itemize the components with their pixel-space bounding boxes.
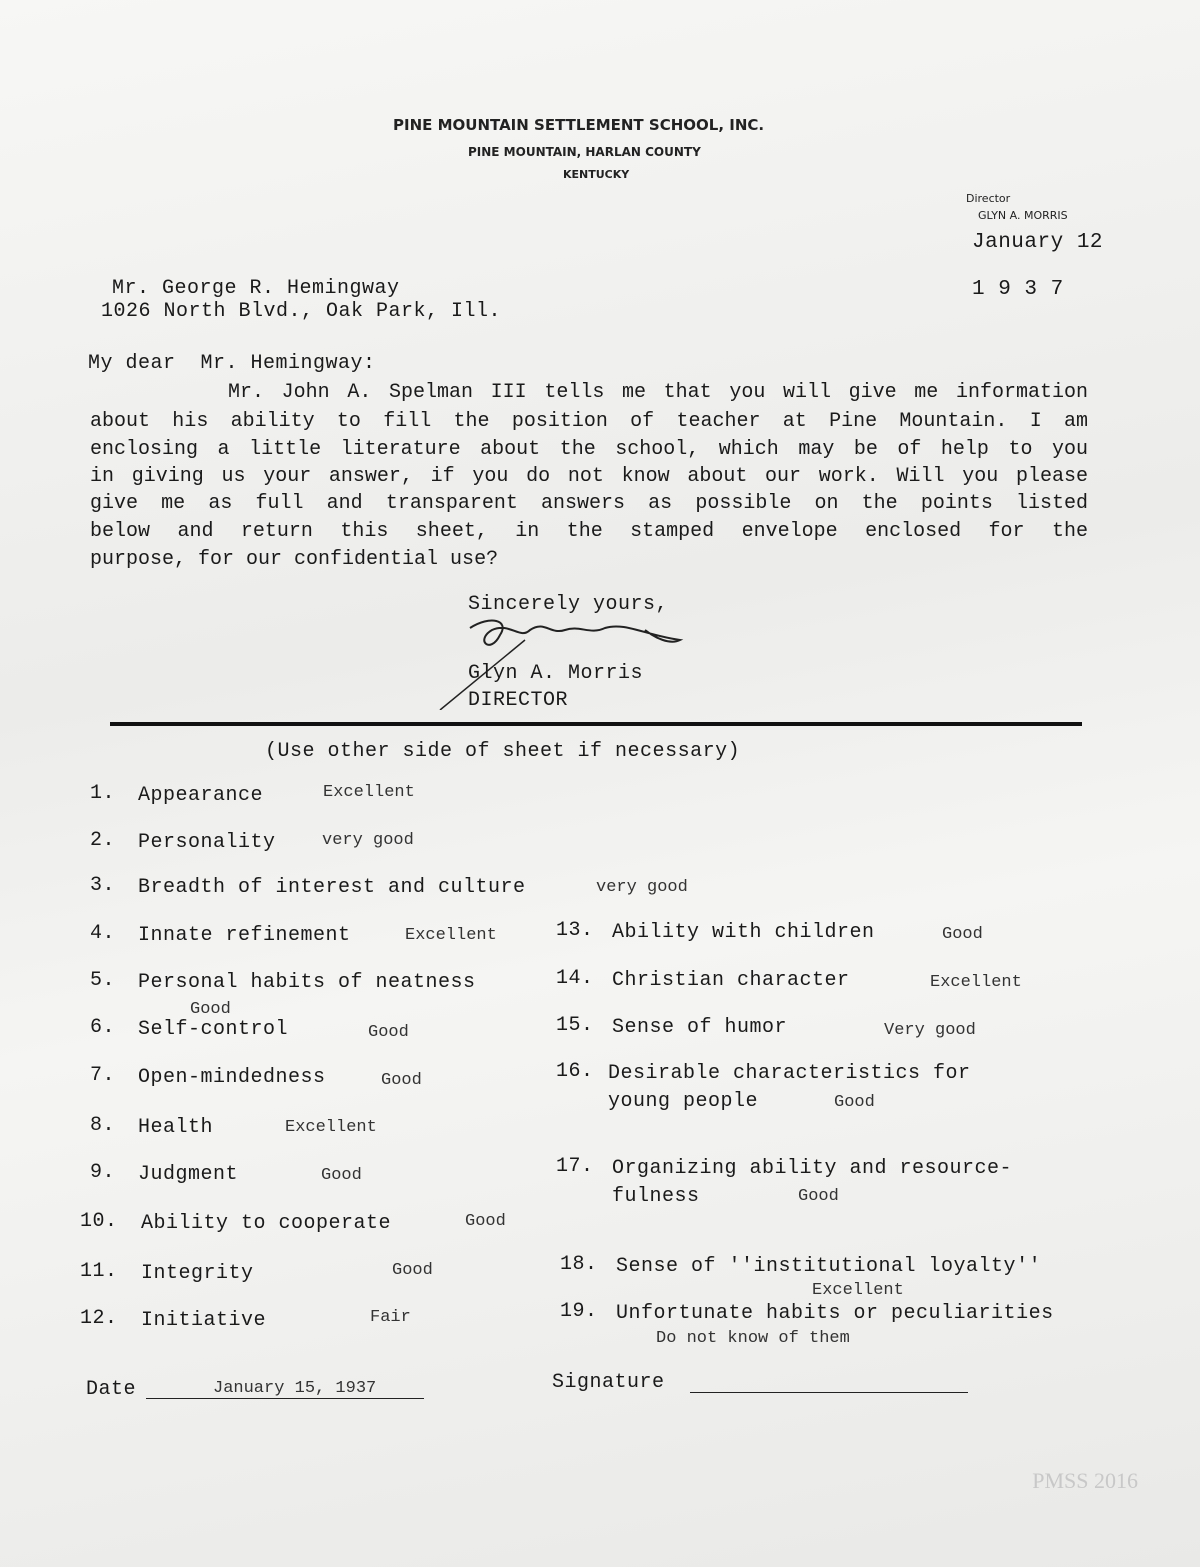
item-number: 14. bbox=[556, 967, 594, 990]
body-line: below and return this sheet, in the stamped envelope enclosed for the bbox=[90, 520, 1088, 543]
signer-title: DIRECTOR bbox=[468, 689, 569, 712]
item-answer: very good bbox=[596, 878, 688, 897]
recipient-name: Mr. George R. Hemingway bbox=[112, 277, 400, 300]
item-answer: Good bbox=[392, 1261, 433, 1280]
letterhead-state: KENTUCKY bbox=[563, 168, 630, 181]
item-number: 1. bbox=[90, 782, 116, 805]
item-number: 2. bbox=[90, 829, 116, 852]
signer-name: Glyn A. Morris bbox=[468, 662, 644, 685]
item-answer: Good bbox=[190, 1000, 231, 1019]
item-label: Personality bbox=[138, 831, 276, 854]
body-line: Mr. John A. Spelman III tells me that you will give me information bbox=[228, 381, 1088, 404]
item-number: 8. bbox=[90, 1114, 116, 1137]
recipient-address: 1026 North Blvd., Oak Park, Ill. bbox=[101, 300, 502, 323]
item-number: 10. bbox=[80, 1210, 118, 1233]
signature-line bbox=[690, 1392, 968, 1393]
instruction: (Use other side of sheet if necessary) bbox=[265, 740, 741, 763]
item-label: Desirable characteristics for young people bbox=[608, 1062, 971, 1113]
item-number: 11. bbox=[80, 1260, 118, 1283]
item-answer: very good bbox=[322, 831, 414, 850]
item-answer: Good bbox=[368, 1023, 409, 1042]
item-label: Ability to cooperate bbox=[141, 1212, 392, 1235]
item-answer: Excellent bbox=[812, 1281, 904, 1300]
letterhead-org: PINE MOUNTAIN SETTLEMENT SCHOOL, INC. bbox=[393, 116, 765, 134]
body-line: give me as full and transparent answers as possible on the points listed bbox=[90, 492, 1088, 515]
body-line: about his ability to fill the position of teacher at Pine Mountain. I am bbox=[90, 410, 1088, 433]
item-number: 15. bbox=[556, 1014, 594, 1037]
body-line: in giving us your answer, if you do not know about our work. Will you please bbox=[90, 465, 1088, 488]
item-label: Open-mindedness bbox=[138, 1066, 326, 1089]
item-label: Judgment bbox=[138, 1163, 239, 1186]
signature-label: Signature bbox=[552, 1371, 665, 1394]
letterhead-location: PINE MOUNTAIN, HARLAN COUNTY bbox=[468, 145, 701, 159]
letter-year: 1 9 3 7 bbox=[972, 278, 1064, 301]
item-label: Self-control bbox=[138, 1018, 289, 1041]
item-number: 16. bbox=[556, 1060, 594, 1083]
item-answer: Good bbox=[381, 1071, 422, 1090]
item-label: Integrity bbox=[141, 1262, 254, 1285]
item-label: Appearance bbox=[138, 784, 264, 807]
body-line: purpose, for our confidential use? bbox=[90, 548, 499, 571]
item-answer: Good bbox=[465, 1212, 506, 1231]
item-answer: Good bbox=[798, 1187, 839, 1206]
item-answer: Good bbox=[942, 925, 983, 944]
item-number: 6. bbox=[90, 1016, 116, 1039]
item-label: Innate refinement bbox=[138, 924, 351, 947]
item-number: 13. bbox=[556, 919, 594, 942]
director-name: GLYN A. MORRIS bbox=[978, 209, 1068, 222]
item-answer: Excellent bbox=[405, 926, 497, 945]
item-answer: Excellent bbox=[930, 973, 1022, 992]
item-number: 4. bbox=[90, 922, 116, 945]
item-number: 3. bbox=[90, 874, 116, 897]
date-label: Date bbox=[86, 1378, 137, 1401]
item-number: 19. bbox=[560, 1300, 598, 1323]
item-number: 17. bbox=[556, 1155, 594, 1178]
item-answer: Very good bbox=[884, 1021, 976, 1040]
item-answer: Good bbox=[834, 1093, 875, 1112]
item-answer: Good bbox=[321, 1166, 362, 1185]
item-label: Personal habits of neatness bbox=[138, 971, 476, 994]
divider-rule bbox=[110, 722, 1082, 726]
item-label: Health bbox=[138, 1116, 214, 1139]
item-answer: Excellent bbox=[285, 1118, 377, 1137]
item-label: Sense of humor bbox=[612, 1016, 788, 1039]
body-line: enclosing a little literature about the school, which may be of help to you bbox=[90, 438, 1088, 461]
item-number: 12. bbox=[80, 1307, 118, 1330]
item-label: Organizing ability and resource- fulness bbox=[612, 1157, 1013, 1208]
valediction: Sincerely yours, bbox=[468, 593, 669, 616]
salutation: My dear Mr. Hemingway: bbox=[88, 352, 376, 375]
watermark: PMSS 2016 bbox=[1032, 1468, 1138, 1493]
date-line bbox=[146, 1398, 424, 1399]
item-label: Initiative bbox=[141, 1309, 267, 1332]
item-number: 9. bbox=[90, 1161, 116, 1184]
item-label: Sense of ''institutional loyalty'' bbox=[616, 1255, 1042, 1278]
date-value: January 15, 1937 bbox=[213, 1379, 377, 1398]
item-number: 7. bbox=[90, 1064, 116, 1087]
item-label: Christian character bbox=[612, 969, 850, 992]
item-answer: Fair bbox=[370, 1308, 411, 1327]
item-number: 18. bbox=[560, 1253, 598, 1276]
item-label: Ability with children bbox=[612, 921, 875, 944]
item-answer: Do not know of them bbox=[656, 1329, 850, 1348]
item-answer: Excellent bbox=[323, 783, 415, 802]
item-label: Unfortunate habits or peculiarities bbox=[616, 1302, 1054, 1325]
item-number: 5. bbox=[90, 969, 116, 992]
letter-date: January 12 bbox=[972, 231, 1104, 254]
item-label: Breadth of interest and culture bbox=[138, 876, 526, 899]
director-label: Director bbox=[966, 192, 1011, 205]
